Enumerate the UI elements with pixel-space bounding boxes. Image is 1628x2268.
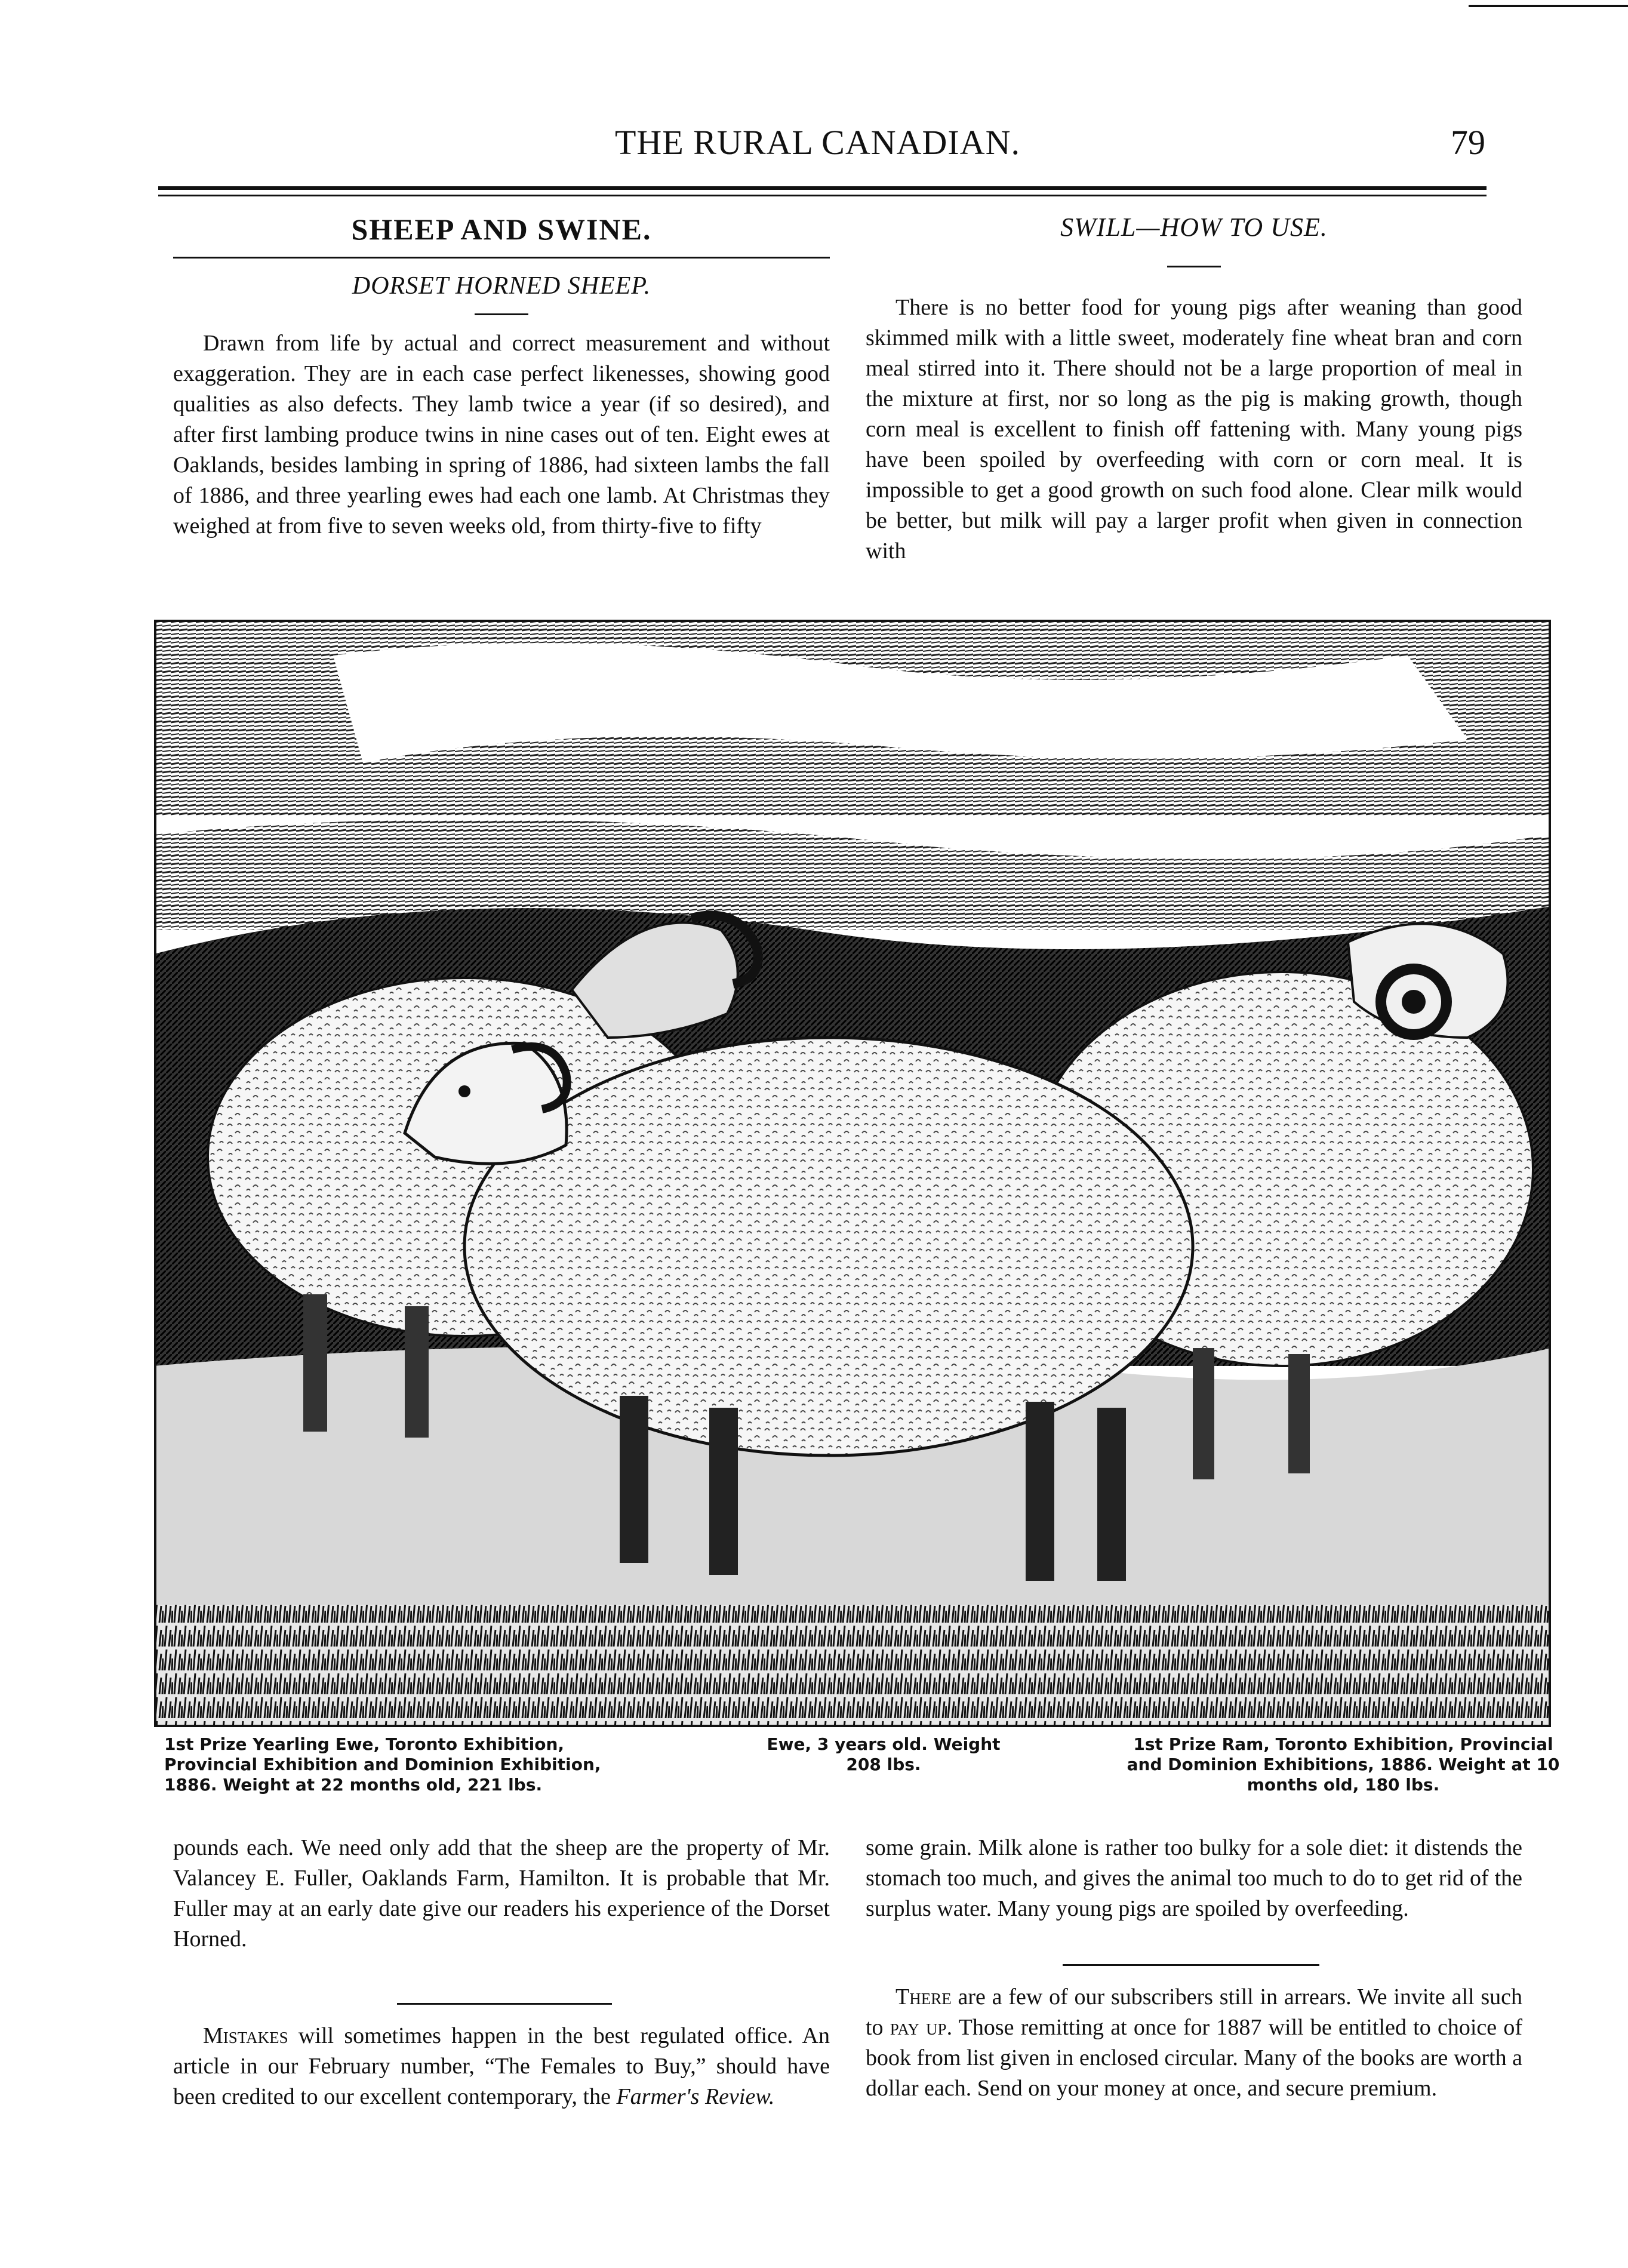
short-rule xyxy=(1167,266,1221,267)
article-body-dorset-continued xyxy=(173,1833,830,1955)
header-rule xyxy=(158,186,1487,190)
short-rule xyxy=(475,313,528,315)
article-body-swill-continued xyxy=(866,1833,1522,1924)
caption-yearling-ewe: 1st Prize Yearling Ewe, Toronto Exhibition, Provincial Exhibition and Dominion Exhibition, 1886. Weight at 22 months old, 221 lbs. xyxy=(164,1734,601,1795)
pay-up-text: pay up xyxy=(890,2015,947,2040)
notice-source: Farmer's Review. xyxy=(616,2084,775,2109)
sheep-illustration xyxy=(154,620,1551,1727)
section-title: SHEEP AND SWINE. xyxy=(351,213,652,246)
notice-text: . Those remitting at once for 1887 will be entitled to choice of book from list given in enclosed circular. Many of the books are worth a dollar each. Send on your money at once, and secure premium. xyxy=(866,2015,1522,2101)
article-body-dorset xyxy=(173,328,830,541)
paragraph xyxy=(173,2021,830,2112)
subscribers-notice xyxy=(866,1982,1522,2104)
article-subtitle-swill: SWILL—HOW TO USE. xyxy=(1060,213,1328,242)
caption-prize-ram: 1st Prize Ram, Toronto Exhibition, Provincial and Dominion Exhibitions, 1886. Weight at 10 months old, 180 lbs. xyxy=(1127,1734,1560,1795)
mistakes-notice xyxy=(173,2021,830,2112)
notice-text: are a few of our subscribers still in arrears. We invite all such to xyxy=(866,1984,1522,2040)
sheep-engraving-image xyxy=(154,620,1551,1727)
article-subtitle-dorset: DORSET HORNED SHEEP. xyxy=(352,272,651,300)
article-body-swill xyxy=(866,293,1522,567)
notice-text: will sometimes happen in the best regulated office. An article in our February number, “The Females to Buy,” should have been credited to our excellent contemporary, the xyxy=(173,2023,830,2109)
caption-ewe-3-years: Ewe, 3 years old. Weight 208 lbs. xyxy=(767,1734,1001,1774)
paragraph: some grain. Milk alone is rather too bulky for a sole diet: it distends the stomach too much, and gives the animal too much to do to get rid of the surplus water. Many young pigs are spoiled by overfeeding. xyxy=(866,1835,1522,1921)
page-number: 79 xyxy=(1451,123,1485,162)
paragraph: Drawn from life by actual and correct measurement and without exaggeration. They are in each case perfect likenesses, showing good qualities as also defects. They lamb twice a year (if so desired), and after first lambing produce twins in nine cases out of ten. Eight ewes at Oaklands, besides lambing in spring of 1886, had sixteen lambs the fall of 1886, and three yearling ewes had each one lamb. At Christmas they weighed at from five to seven weeks old, from thirty-five to fifty xyxy=(173,331,830,538)
notice-lead: There xyxy=(895,1984,952,2009)
corner-rule xyxy=(1469,5,1628,7)
header-rule-thin xyxy=(158,195,1487,196)
divider-rule xyxy=(1063,1964,1319,1966)
paragraph xyxy=(866,1982,1522,2104)
section-rule xyxy=(173,257,830,259)
paragraph: pounds each. We need only add that the sheep are the property of Mr. Valancey E. Fuller, Oaklands Farm, Hamilton. It is probable that Mr. Fuller may at an early date give our readers his experience of the Dorset Horned. xyxy=(173,1835,830,1952)
paragraph: There is no better food for young pigs after weaning than good skimmed milk with a little sweet, moderately fine wheat bran and corn meal stirred into it. There should not be a large proportion of meal in the mixture at first, nor so long as the pig is making growth, though corn meal is excellent to finish off fattening with. Many young pigs have been spoiled by overfeeding with corn or corn meal. It is impossible to get a good growth on such food alone. Clear milk would be better, but milk will pay a larger profit when given in connection with xyxy=(866,295,1522,564)
page-header-title: THE RURAL CANADIAN. xyxy=(615,123,1020,162)
notice-lead: Mistakes xyxy=(203,2023,288,2048)
divider-rule xyxy=(397,2003,612,2005)
